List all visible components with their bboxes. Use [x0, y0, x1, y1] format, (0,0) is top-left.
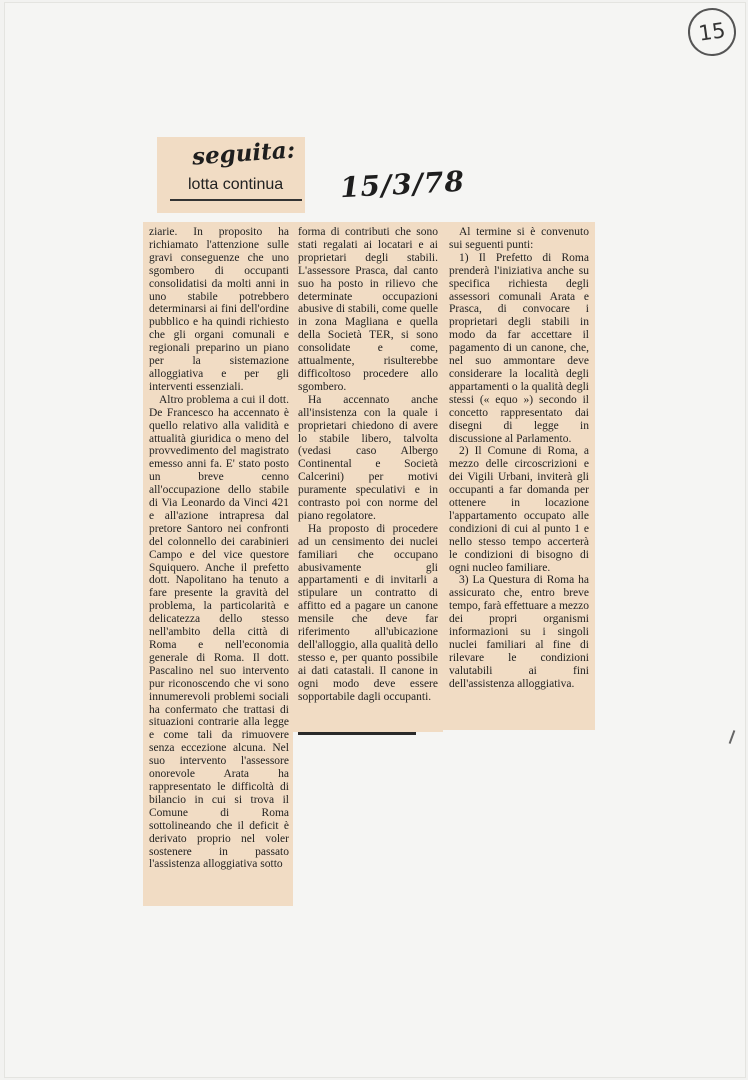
masthead-rule: [170, 199, 302, 201]
paragraph: Al termine si è convenuto sui seguenti punti:: [449, 226, 589, 251]
paragraph: 2) Il Comune di Roma, a mezzo delle circoscrizioni e dei Vigili Urbani, inviterà gli occupanti a far domanda per ottenere in locazione l'appartamento occupato alle condizioni di cui al punto 1 e nello stesso tempo accerterà le condizioni di bisogno di ogni nucleo familiare.: [449, 445, 589, 574]
paragraph: 1) Il Prefetto di Roma prenderà l'iniziativa anche su specifica richiesta degli assessori comunali Arata e Prasca, di convocare i proprietari degli stabili in modo da far accettare il pagamento di un canone, che, nel suo ammontare deve considerare la località degli appartamenti o la qualità degli stessi (« equo ») secondo il concetto rappresentato dai disegni di legge in discussione al Parlamento.: [449, 251, 589, 445]
paragraph: 3) La Questura di Roma ha assicurato che, entro breve tempo, farà effettuare a mezzo dei propri organismi informazioni su i singoli nuclei familiari al fine di rilevare le condizioni valutabili ai fini dell'assistenza alloggiativa.: [449, 574, 589, 690]
article-column-1: [149, 226, 289, 871]
handwritten-date: 15/3/78: [339, 164, 466, 205]
handwritten-seguita: seguita:: [191, 136, 296, 171]
paragraph: Ha accennato anche all'insistenza con la quale i proprietari chiedono di avere lo stabile libero, talvolta (vedasi caso Albergo Continental e Società Calcerini) per motivi puramente speculativi e in contrasto poi con norme del piano regolatore.: [298, 393, 438, 522]
article-column-2: [298, 226, 438, 704]
column-end-rule: [298, 732, 416, 735]
newspaper-masthead: lotta continua: [188, 176, 284, 193]
paragraph: forma di contributi che sono stati regalati ai locatari e ai proprietari degli stabili. L'assessore Prasca, dal canto suo ha posto in rilievo che determinate occupazioni abusive di stabili, come quelle in zona Magliana e quella della Società TER, si sono consolidate e come, attualmente, risulterebbe difficoltoso procedere allo sgombero.: [298, 226, 438, 393]
article-column-3: [449, 226, 589, 691]
paragraph: Altro problema a cui il dott. De Francesco ha accennato è quello relativo alla validità e attualità giuridica o meno del provvedimento del magistrato emesso anni fa. E' stato posto un breve cenno all'occupazione dello stabile di Via Leonardo da Vinci 421 e all'azione intrapresa dal pretore Santoro nei confronti del colonnello dei carabinieri Campo e del vice questore Squiquero. Anche il prefetto dott. Napolitano ha tenuto a fare presente la gravità del problema, la particolarità e delicatezza dello stesso nell'ambito della città di Roma e nell'economia generale di Roma. Il dott. Pascalino nel suo intervento pur riconoscendo che vi sono innumerevoli problemi sociali ha confermato che trattasi di situazioni contrarie alla legge e come tali da rimuovere senza eccezione alcuna. Nel suo intervento l'assessore onorevole Arata ha rappresentato le difficoltà di bilancio in cui si trova il Comune di Roma sottolineando che il deficit è derivato proprio nel voler sostenere in passato l'assistenza alloggiativa sotto: [149, 393, 289, 871]
paragraph: ziarie. In proposito ha richiamato l'attenzione sulle gravi conseguenze che uno sgombero di occupanti consolidatisi da molti anni in uno stabile potrebbero determinarsi ai fini dell'ordine pubblico e ha quindi richiesto che gli organi comunali e regionali preparino un piano per la sistemazione alloggiativa e per gli interventi essenziali.: [149, 226, 289, 393]
page-number: 15: [697, 18, 727, 46]
paragraph: Ha proposto di procedere ad un censimento dei nuclei familiari che occupano abusivamente gli appartamenti e di invitarli a stipulare un contratto di affitto ed a pagare un canone mensile che deve far riferimento all'ubicazione dell'alloggio, alla qualità dello stesso e, per quanto possibile ai dati catastali. Il canone in ogni modo deve essere sopportabile dagli occupanti.: [298, 522, 438, 703]
